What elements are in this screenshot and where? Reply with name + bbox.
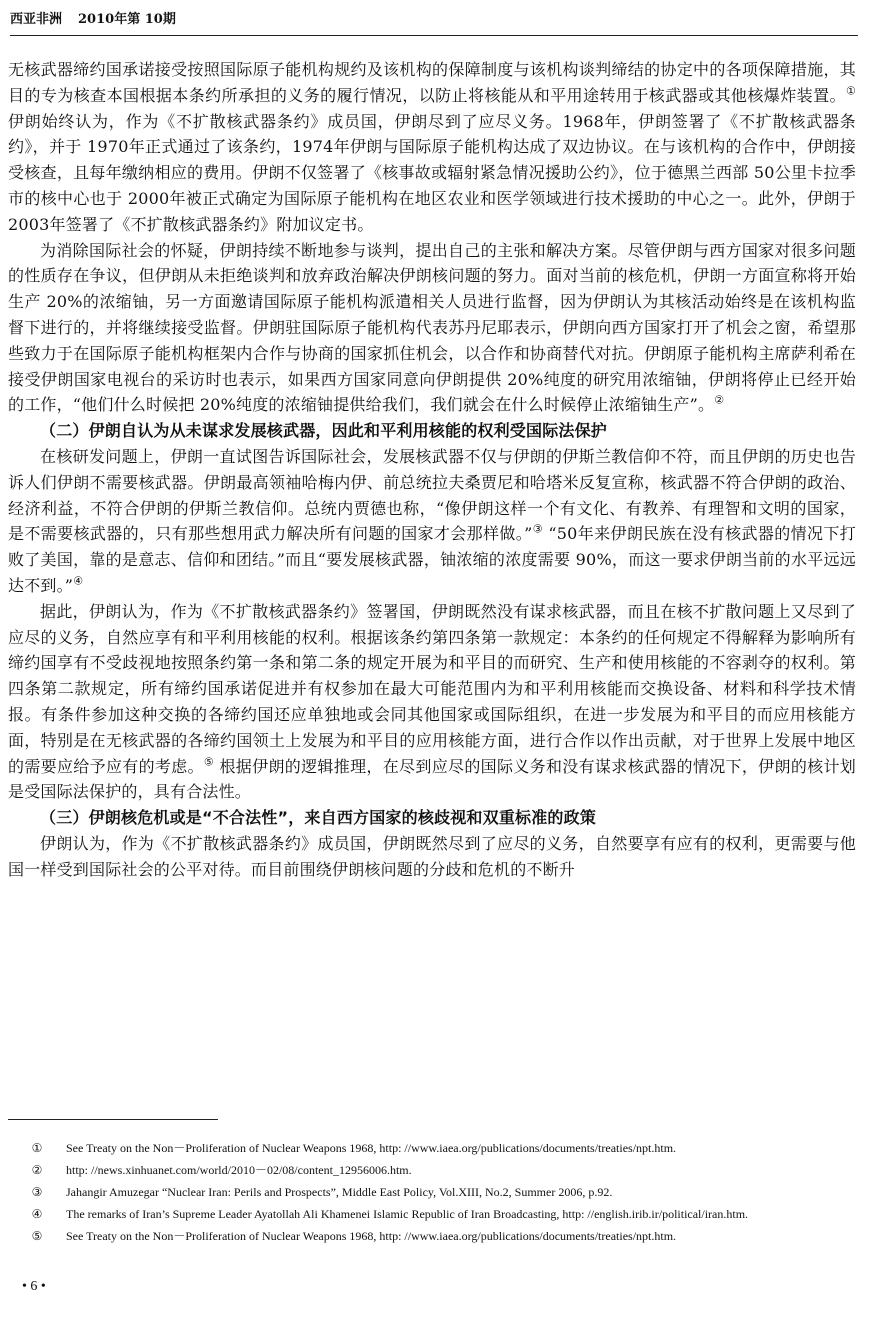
footnote-number: ③ bbox=[31, 1185, 43, 1199]
footnote-text: See Treaty on the Non－Proliferation of Nuclear Weapons 1968, http: //www.iaea.org/publications/documents/treaties/npt.htm. bbox=[66, 1141, 677, 1155]
footnote-ref[interactable]: ② bbox=[714, 394, 725, 408]
footnote-text: See Treaty on the Non－Proliferation of Nuclear Weapons 1968, http: //www.iaea.org/publications/documents/treaties/npt.htm. bbox=[66, 1229, 677, 1243]
footnote-number: ④ bbox=[31, 1207, 43, 1221]
section-heading: （二）伊朗自认为从未谋求发展核武器，因此和平利用核能的权利受国际法保护 bbox=[40, 421, 608, 441]
footnote-number: ① bbox=[31, 1141, 43, 1155]
paragraph: 在核研发问题上，伊朗一直试图告诉国际社会，发展核武器不仅与伊朗的伊斯兰教信仰不符，而且伊朗的历史也告诉人们伊朗不需要核武器。伊朗最高领袖哈梅内伊、前总统拉夫桑贾尼和哈塔米反复宣称，核武器不符合伊朗的政治、经济利益，不符合伊朗的伊斯兰教信仰。总统内贾德也称，“像伊朗这样一个有文化、有教养、有理智和文明的国家，是不需要核武器的，只有那些想用武力解决所有问题的国家才会那样做。”③ “50年来伊朗民族在没有核武器的情况下打败了美国，靠的是意志、信仰和团结。”而且“要发展核武器，铀浓缩的浓度需要 90%，而这一要求伊朗当前的水平远远达不到。”④ bbox=[8, 446, 857, 595]
footnote-divider bbox=[8, 1119, 218, 1120]
journal-name: 西亚非洲 bbox=[10, 12, 63, 27]
running-header bbox=[10, 9, 858, 36]
footnote-number: ② bbox=[31, 1163, 43, 1177]
footnote bbox=[8, 1203, 856, 1225]
footnote-ref[interactable]: ③ bbox=[532, 523, 543, 537]
page-number: • 6 • bbox=[22, 1279, 46, 1294]
issue-label: 2010年第 10期 bbox=[78, 12, 176, 27]
footnote-ref[interactable]: ① bbox=[845, 84, 856, 98]
footnote-ref[interactable]: ④ bbox=[73, 574, 84, 588]
footnote bbox=[8, 1137, 856, 1159]
paragraph: 据此，伊朗认为，作为《不扩散核武器条约》签署国，伊朗既然没有谋求核武器，而且在核不扩散问题上又尽到了应尽的义务，自然应享有和平利用核能的权利。根据该条约第四条第一款规定：本条约的任何规定不得解释为影响所有缔约国享有不受歧视地按照条约第一条和第二条的规定开展为和平目的而研究、生产和使用核能的不容剥夺的权利。第四条第二款规定，所有缔约国承诺促进并有权参加在最大可能范围内为和平利用核能而交换设备、材料和科学技术情报。有条件参加这种交换的各缔约国还应单独地或会同其他国家或国际组织，在进一步发展为和平目的而应用核能方面，特别是在无核武器的各缔约国领土上发展为和平目的应用核能方面，进行合作以作出贡献，对于世界上发展中地区的需要应给予应有的考虑。⑤ 根据伊朗的逻辑推理，在尽到应尽的国际义务和没有谋求核武器的情况下，伊朗的核计划是受国际法保护的，具有合法性。 bbox=[8, 601, 856, 802]
paragraph: 伊朗认为，作为《不扩散核武器条约》成员国，伊朗既然尽到了应尽的义务，自然要享有应有的权利，更需要与他国一样受到国际社会的公平对待。而目前围绕伊朗核问题的分歧和危机的不断升 bbox=[8, 833, 856, 879]
footnote-text: Jahangir Amuzegar “Nuclear Iran: Perils and Prospects”, Middle East Policy, Vol.XIII, No.2, Summer 2006, p.92. bbox=[66, 1185, 613, 1199]
footnote-number: ⑤ bbox=[31, 1229, 43, 1243]
article-body bbox=[8, 57, 856, 883]
paragraph: 为消除国际社会的怀疑，伊朗持续不断地参与谈判，提出自己的主张和解决方案。尽管伊朗与西方国家对很多问题的性质存在争议，但伊朗从未拒绝谈判和放弃政治解决伊朗核问题的努力。面对当前的核危机，伊朗一方面宣称将开始生产 20%的浓缩铀，另一方面邀请国际原子能机构派遣相关人员进行监督，因为伊朗认为其核活动始终是在该机构监督下进行的，并将继续接受监督。伊朗驻国际原子能机构代表苏丹尼耶表示，伊朗向西方国家打开了机会之窗，希望那些致力于在国际原子能机构框架内合作与协商的国家抓住机会，以合作和协商替代对抗。伊朗原子能机构主席萨利希在接受伊朗国家电视台的采访时也表示，如果西方国家同意向伊朗提供 20%纯度的研究用浓缩铀，伊朗将停止已经开始的工作，“他们什么时候把 20%纯度的浓缩铀提供给我们，我们就会在什么时候停止浓缩铀生产”。② bbox=[8, 240, 856, 415]
footnote-ref[interactable]: ⑤ bbox=[203, 755, 215, 769]
footnote bbox=[8, 1225, 856, 1247]
footnote-text: The remarks of Iran’s Supreme Leader Ayatollah Ali Khamenei Islamic Republic of Iran Broadcasting, http: //english.irib.ir/political/iran.htm. bbox=[66, 1207, 749, 1221]
paragraph: 无核武器缔约国承诺接受按照国际原子能机构规约及该机构的保障制度与该机构谈判缔结的协定中的各项保障措施，其目的专为核查本国根据本条约所承担的义务的履行情况，以防止将核能从和平用途转用于核武器或其他核爆炸装置。① 伊朗始终认为，作为《不扩散核武器条约》成员国，伊朗尽到了应尽义务。1968年，伊朗签署了《不扩散核武器条约》，并于 1970年正式通过了该条约，1974年伊朗与国际原子能机构达成了双边协议。在与该机构的合作中，伊朗接受核查，且每年缴纳相应的费用。伊朗不仅签署了《核事故或辐射紧急情况援助公约》，位于德黑兰西部 50公里卡拉季市的核中心也于 2000年被正式确定为国际原子能机构在地区农业和医学领域进行技术援助的中心之一。此外，伊朗于 2003年签署了《不扩散核武器条约》附加议定书。 bbox=[8, 60, 856, 234]
footnote-text: http: //news.xinhuanet.com/world/2010－02/08/content_12956006.htm. bbox=[66, 1163, 412, 1177]
footnote bbox=[8, 1181, 856, 1203]
footnotes bbox=[8, 1137, 856, 1247]
section-heading: （三）伊朗核危机或是“不合法性”，来自西方国家的核歧视和双重标准的政策 bbox=[40, 808, 597, 828]
footnote bbox=[8, 1159, 856, 1181]
